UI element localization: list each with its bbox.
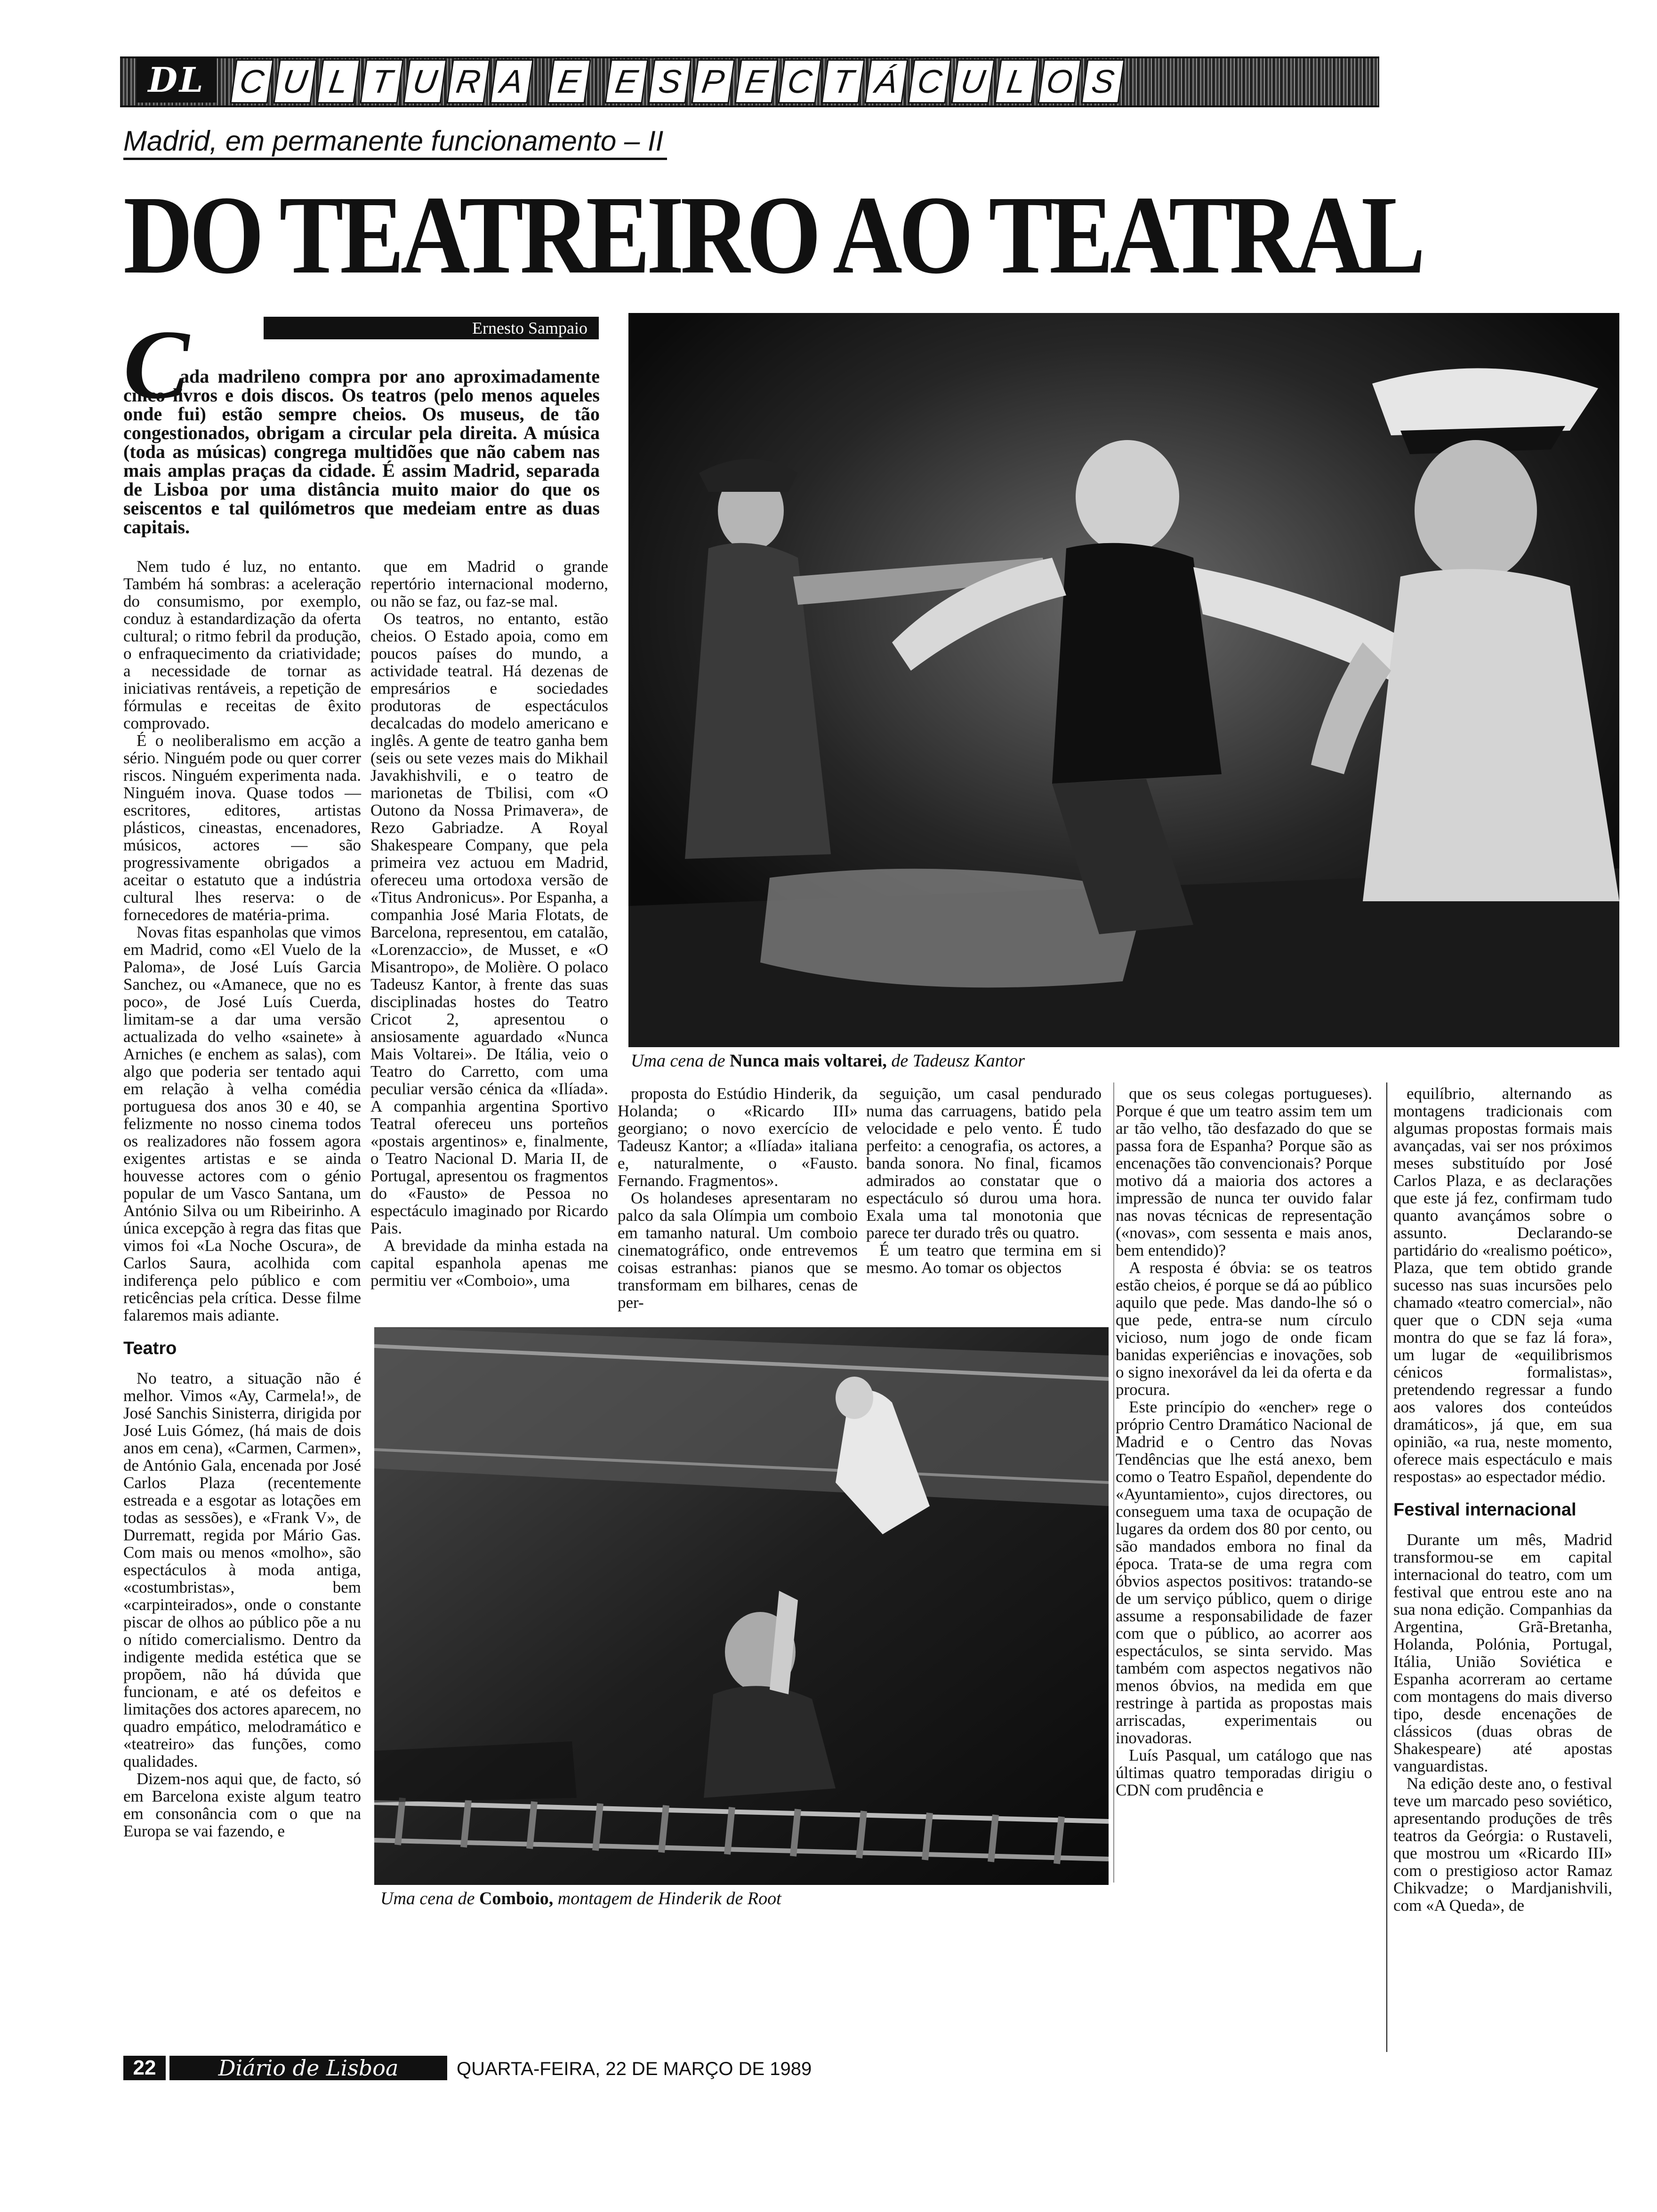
caption-suffix: montagem de Hinderik de Root xyxy=(553,1889,781,1908)
article-paragraph: equilíbrio, alternando as montagens tradicionais com algumas propostas formais mais avançadas, vai ser nos próximos meses substituído por José Carlos Plaza, e as declarações que este já fez, confirmam tudo quanto avançámos sobre o assunto. Declarando-se partidário do «realismo poético», Plaza, que tem obtido grande sucesso nas suas incursões pelo chamado «teatro comercial», não quer que o CDN seja «uma montra do que se faz lá fora», um lugar de «equilibrismos cénicos formalistas», pretendendo regressar a fundo aos valores dos conteúdos dramáticos», já que, em sua opinião, «a rua, neste momento, oferece mais espectáculo e mais respostas» ao espectador médio. xyxy=(1393,1084,1612,1486)
article-column-1 xyxy=(123,558,361,1840)
article-byline: Ernesto Sampaio xyxy=(264,317,599,339)
column-rule xyxy=(1113,1082,1114,1883)
caption-title: Comboio, xyxy=(479,1889,554,1908)
article-paragraph: Durante um mês, Madrid transformou-se em capital internacional do teatro, com um festival que entrou este ano na sua nona edição. Companhias da Argentina, Grã-Bretanha, Holanda, Polónia, Portugal, Itália, União Soviética e Espanha acorreram ao certame com montagens do mais diverso tipo, desde encenações de clássicos (duas obras de Shakespeare) até apostas vanguardistas. xyxy=(1393,1531,1612,1775)
section-title-letter: T xyxy=(360,59,403,104)
section-title-letter: C xyxy=(908,59,951,104)
col6b-paragraphs xyxy=(1393,1531,1612,1914)
subheading-festival: Festival internacional xyxy=(1393,1500,1577,1520)
article-paragraph: É um teatro que termina em si mesmo. Ao tomar os objectos xyxy=(866,1241,1102,1277)
section-title-letter: C xyxy=(230,59,273,104)
article-paragraph: Os holandeses apresentaram no palco da sala Olímpia um comboio em tamanho natural. Um comboio cinematográfico, onde entrevemos coisas estranhas: pianos que se transformam em bilhares, cenas de per- xyxy=(618,1189,858,1312)
col2-paragraphs xyxy=(370,558,608,1289)
subheading-teatro: Teatro xyxy=(123,1338,177,1358)
col1-paragraphs xyxy=(123,558,361,1324)
article-column-4 xyxy=(866,1085,1102,1276)
newspaper-name: Diário de Lisboa xyxy=(169,2056,447,2080)
article-column-3 xyxy=(618,1085,858,1311)
section-title-letter: U xyxy=(951,59,995,104)
article-paragraph: Nem tudo é luz, no entanto. Também há sombras: a aceleração do consumismo, por exemplo, conduz à estandardização da oferta cultural; o ritmo febril da produção, o enfraquecimento da criatividade; a necessidade de tornar as iniciativas rentáveis, a repetição de fórmulas e receitas de êxito comprovado. xyxy=(123,557,361,732)
issue-date: QUARTA-FEIRA, 22 DE MARÇO DE 1989 xyxy=(457,2059,812,2079)
caption-prefix: Uma cena de xyxy=(631,1051,730,1071)
article-paragraph: Na edição deste ano, o festival teve um marcado peso soviético, apresentando produções de três teatros da Geórgia: o Rustaveli, que mostrou um «Ricardo III» com o prestigioso actor Ramaz Chikvadze; o Mardjanishvili, com «A Queda», de xyxy=(1393,1774,1612,1915)
col1b-paragraphs xyxy=(123,1370,361,1840)
section-title-letter: A xyxy=(490,59,533,104)
article-paragraph: A resposta é óbvia: se os teatros estão cheios, é porque se dá ao público aquilo que pede. Mas dando-lhe só o que pede, entra-se num círculo vicioso, num jogo de onde ficam banidas experiências e inovações, sob o signo inexorável da lei da oferta e da procura. xyxy=(1116,1258,1372,1399)
section-title-letter: S xyxy=(1081,59,1125,104)
article-column-5 xyxy=(1116,1085,1372,1799)
section-title-letter: E xyxy=(547,59,591,104)
section-title-letter: Á xyxy=(864,59,908,104)
section-title-letter: R xyxy=(446,59,490,104)
col5-paragraphs xyxy=(1116,1085,1372,1799)
section-title-letter: O xyxy=(1038,59,1081,104)
article-paragraph: Os teatros, no entanto, estão cheios. O Estado apoia, como em poucos países do mundo, a actividade teatral. Há dezenas de empresários e sociedades produtoras de espectáculos decalcadas do modelo americano e inglês. A gente de teatro ganha bem (seis ou sete vezes mais do Mikhail Javakhishvili, e o teatro de marionetas de Tbilisi, com «O Outono da Nossa Primavera», de Rezo Gabriadze. A Royal Shakespeare Company, que pela primeira vez actuou em Madrid, ofereceu uma ortodoxa versão de «Titus Andronicus». Por Espanha, a companhia José Maria Flotats, de Barcelona, representou, em catalão, «Lorenzaccio», de Musset, e «O Misantropo», de Molière. O polaco Tadeusz Kantor, à frente das suas disciplinadas hostes do Teatro Cricot 2, apresentou o ansiosamente aguardado «Nunca Mais Voltarei». De Itália, veio o Teatro do Carretto, com uma peculiar versão cénica da «Ilíada». A companhia argentina Sportivo Teatral ofereceu uns porteños «postais argentinos» e, finalmente, o Teatro Nacional D. Maria II, de Portugal, apresentou os fragmentos do «Fausto» de Pessoa no espectáculo imaginado por Ricardo Pais. xyxy=(370,609,608,1237)
newspaper-logo: DL xyxy=(137,57,217,103)
section-title-letter: L xyxy=(316,59,360,104)
article-paragraph: É o neoliberalismo em acção a sério. Ninguém pode ou quer correr riscos. Ninguém experimenta nada. Ninguém inova. Quase todos — escritores, editores, artistas plásticos, cineastas, encenadores, músicos, actores — são progressivamente obrigados a aceitar o estatuto que a indústria cultural lhes reserva: o de fornecedores de matéria-prima. xyxy=(123,731,361,924)
section-title-letter: E xyxy=(604,59,648,104)
col3-paragraphs xyxy=(618,1085,858,1311)
article-paragraph: A brevidade da minha estada na capital espanhola apenas me permitiu ver «Comboio», uma xyxy=(370,1236,608,1290)
section-title-letter: C xyxy=(778,59,821,104)
col4-paragraphs xyxy=(866,1085,1102,1276)
page-number: 22 xyxy=(123,2056,166,2080)
photo-comboio-image xyxy=(374,1327,1109,1885)
article-paragraph: Dizem-nos aqui que, de facto, só em Barcelona existe algum teatro em consonância com o que na Europa se vai fazendo, e xyxy=(123,1770,361,1840)
article-paragraph: No teatro, a situação não é melhor. Vimos «Ay, Carmela!», de José Sanchis Sinisterra, dirigida por José Luis Gómez, (há mais de dois anos em cena), «Carmen, Carmen», de António Gala, encenada por José Carlos Plaza (recentemente estreada e a esgotar as lotações em todas as sessões), e «Frank V», de Durrematt, regida por Mário Gas. Com mais ou menos «molho», são espectáculos à moda antiga, «costumbristas», bem «carpinteirados», onde o constante piscar de olhos ao público põe a nu o nítido comercialismo. Dentro da indigente medida estética que se propõem, não há dúvida que funcionam, e até os defeitos e limitações dos actores aparecem, no quadro empático, melodramático e «teatreiro» das funções, como qualidades. xyxy=(123,1369,361,1771)
caption-suffix: de Tadeusz Kantor xyxy=(886,1051,1025,1071)
article-column-2 xyxy=(370,558,608,1289)
article-paragraph: Este princípio do «encher» rege o próprio Centro Dramático Nacional de Madrid e o Centro das Novas Tendências que lhe está anexo, bem como o Teatro Español, dependente do «Ayuntamiento», cujos directores, ou conseguem uma taxa de ocupação de lugares da ordem dos 80 por cento, ou são mandados embora no final da época. Trata-se de uma regra com óbvios aspectos positivos: tratando-se de um serviço público, quem o dirige assume a responsabilidade de fazer com que o público, ao acorrer aos espectáculos, se sinta servido. Mas também com aspectos negativos não menos óbvios, na medida em que restringe à partida as propostas mais arriscadas, experimentais ou inovadoras. xyxy=(1116,1398,1372,1747)
column-rule xyxy=(1386,1082,1387,2052)
article-paragraph: proposta do Estúdio Hinderik, da Holanda; o «Ricardo III» georgiano; o novo exercício de Tadeusz Kantor; a «Ilíada» italiana e, naturalmente, o «Fausto. Fernando. Fragmentos». xyxy=(618,1084,858,1190)
photo-kantor-scene xyxy=(628,313,1619,1047)
section-title-letter: U xyxy=(273,59,317,104)
article-paragraph: seguição, um casal pendurado numa das carruagens, batido pela velocidade e pelo vento. É tudo perfeito: a cenografia, os actores, a banda sonora. No final, ficamos admirados ao constatar que o espectáculo só durou uma hora. Exala uma tal monotonia que parece ter durado três ou quatro. xyxy=(866,1084,1102,1242)
section-title-letter: E xyxy=(734,59,778,104)
article-paragraph: Luís Pasqual, um catálogo que nas últimas quatro temporadas dirigiu o CDN com prudência e xyxy=(1116,1746,1372,1799)
photo-kantor-caption xyxy=(631,1050,1025,1071)
section-title-letter: S xyxy=(648,59,692,104)
caption-prefix: Uma cena de xyxy=(380,1889,479,1908)
photo-kantor-image xyxy=(628,313,1619,1047)
section-title-letter: P xyxy=(691,59,735,104)
article-paragraph: que em Madrid o grande repertório internacional moderno, ou não se faz, ou faz-se mal. xyxy=(370,557,608,610)
article-kicker: Madrid, em permanente funcionamento – II xyxy=(123,125,667,160)
section-title-letter: U xyxy=(403,59,447,104)
photo-comboio-caption xyxy=(380,1888,781,1909)
caption-title: Nunca mais voltarei, xyxy=(729,1051,887,1071)
photo-comboio-scene xyxy=(374,1327,1109,1885)
col6-paragraphs xyxy=(1393,1085,1612,1485)
article-lead: ada madrileno compra por ano aproximadamente cinco livros e dois discos. Os teatros (pelo menos aqueles onde fui) estão sempre cheios. Os museus, de tão congestionados, obrigam a circular pela direita. A música (toda as músicas) congrega multidões que não cabem nas mais amplas praças da cidade. É assim Madrid, separada de Lisboa por uma distância muito maior do que os seiscentos e tal quilómetros que medeiam entre as duas capitais. xyxy=(123,366,600,537)
section-title-letter: T xyxy=(821,59,865,104)
article-paragraph: que os seus colegas portugueses). Porque é que um teatro assim tem um ar tão velho, tão desfazado do que se passa fora de Espanha? Porque são as encenações tão convencionais? Porque motivo dá a maioria dos actores a impressão de nunca ter ouvido falar nas novas técnicas de representação («novas», com sessenta e mais anos, bem entendido)? xyxy=(1116,1084,1372,1259)
article-headline: DO TEATREIRO AO TEATRAL xyxy=(123,173,1422,297)
article-paragraph: Novas fitas espanholas que vimos em Madrid, como «El Vuelo de la Paloma», de José Luís Garcia Sanchez, ou «Amanece, que no es poco», de José Luís Cuerda, limitam-se a dar uma versão actualizada do velho «sainete» à Arniches (e enchem as salas), com algo que poderia ser tentado aqui em relação à velha comédia portuguesa dos anos 30 e 40, se felizmente no nosso cinema todos os realizadores não fossem agora exigentes artistas e se ainda houvesse actores com o génio popular de um Vasco Santana, um António Silva ou um Ribeirinho. A única excepção à regra das fitas que vimos foi «La Noche Oscura», de Carlos Saura, acolhida com indiferença pelo público e com reticências pela crítica. Desse filme falaremos mais adiante. xyxy=(123,923,361,1324)
article-column-6 xyxy=(1393,1085,1612,1914)
drop-cap: C xyxy=(123,310,190,419)
section-title-letter: L xyxy=(994,59,1038,104)
